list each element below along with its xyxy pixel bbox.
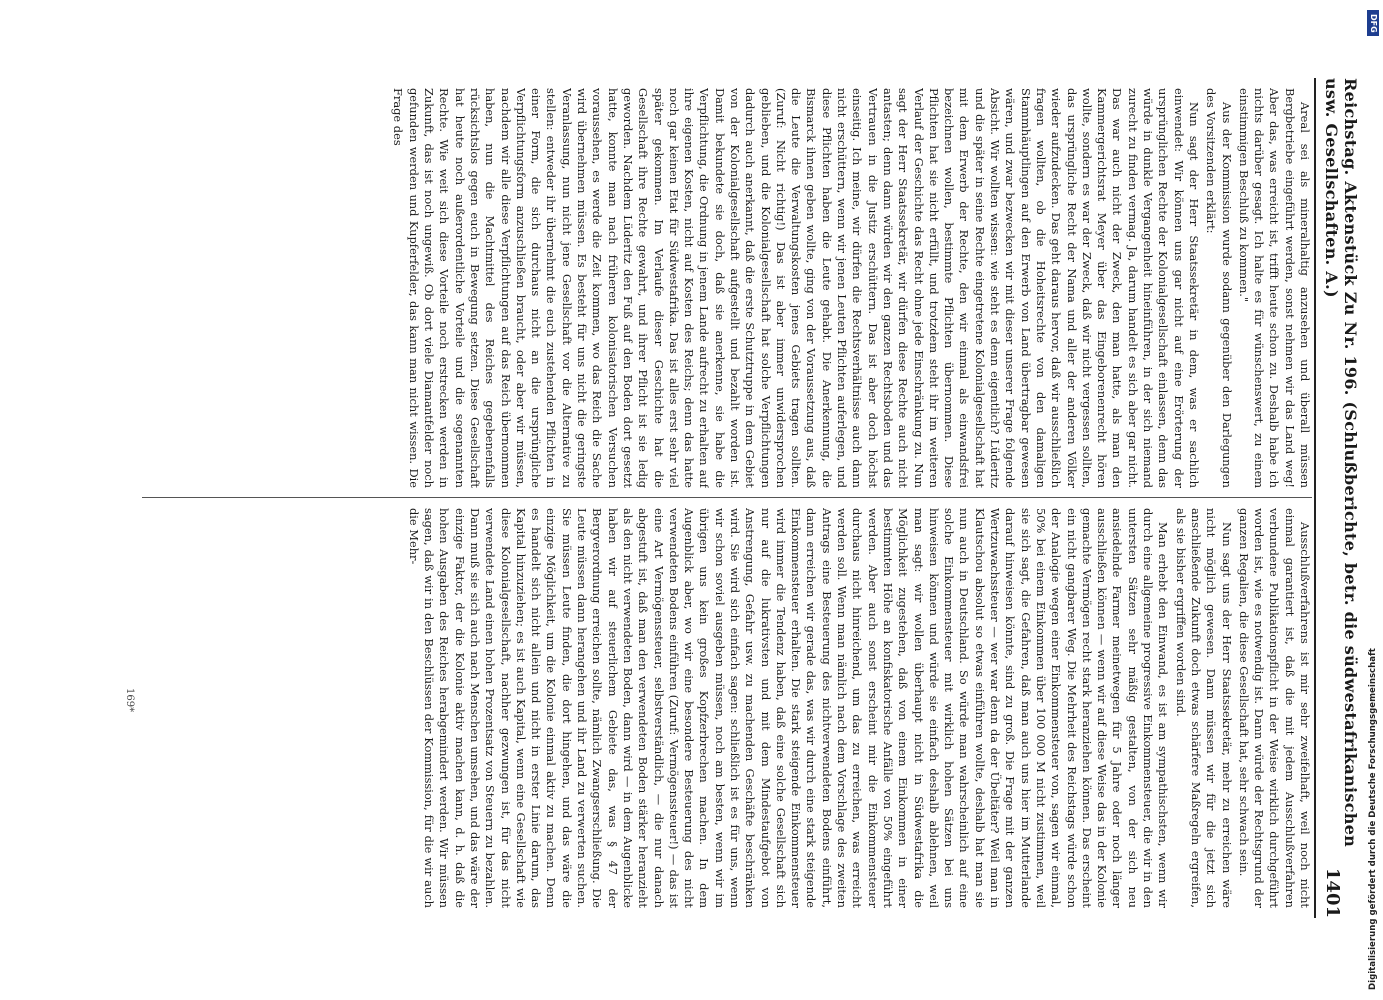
paragraph: Areal sei als mineralhaltig anzusehen und überall müssen Bergbetriebe eingeführt werden, sonst nehmen wir das Land weg! Aber das, was erreicht ist, trifft heute schon zu. Deshalb habe ich nichts darüber gesagt. Ich halte es für wünschenswert, zu einem einstimmigen Beschluß zu kommen." bbox=[1236, 88, 1312, 488]
header-page-number: 1401 bbox=[1322, 867, 1343, 918]
paragraph: Nun sagt der Herr Staatssekretär in dem, was er sachlich einwendet: Wir können uns gar nicht auf eine Erörterung der ursprünglichen Rechte der Kolonialgesellschaft einlassen, denn das würde in dunkle Vergangenheit hineinführen, in der sich niemand zurecht zu finden vermag. Ja, darum handelt es sich aber gar nicht. Das war auch nicht der Zweck, den man hatte, als man den Kammergerichtsrat Meyer über das Eingeborenenrecht hören wollte, sondern es war der Zweck, daß wir nicht vergessen sollten, das ursprüngliche Recht der Nama und aller der anderen Völker wieder aufzudecken. Das geht daraus hervor, daß wir ausschließlich fragen wollten, ob die Hoheitsrechte von den damaligen Stammhäuptlingen auf den Erwerb von Land übertragbar gewesen wären, und zwar bezwecken wir mit dieser unserer Frage folgende Absicht. Wir wollten wissen: wie steht es denn eigentlich? Lüderitz und die später in seine Rechte eingetretene Kolonialgesellschaft hat mit dem Erwerb der Rechte, den wir einmal als einwandsfrei bezeichnen wollen, bestimmte Pflichten übernommen. Diese Pflichten hat sie nicht erfüllt, und trotzdem steht ihr im weiteren Verlauf der Geschichte das Recht ohne jede Einschränkung zu. Nun sagt der Herr Staatssekretär, wir dürfen diese Rechte auch nicht antasten; denn dann würden wir den ganzen Rechtsboden und das Vertrauen in die Justiz erschüttern. Das ist aber doch höchst einseitig. Ich meine, wir dürfen die Rechtsverhältnisse auch dann nicht erschüttern, wenn wir jenen Leuten Pflichten auferlegen, und diese Pflichten haben die Leute gehabt. Die Anerkennung, die Bismarck ihnen geben wollte, ging von der Voraussetzung aus, daß die Leute die Verwaltungskosten jenes Gebiets tragen sollten. (Zuruf: Nicht richtig!) Das ist aber immer unwidersprochen geblieben, und die Kolonialgesellschaft hat solche Verpflichtungen dadurch auch anerkannt, daß die erste Schutztruppe in dem Gebiet von der Kolonialgesellschaft aufgestellt und bezahlt worden ist. Damit bekundete sie doch, daß sie anerkenne, sie habe die Verpflichtung, die Ordnung in jenem Lande aufrecht zu erhalten auf ihre eigenen Kosten, nicht auf Kosten des Reichs; denn das hatte noch gar keinen Etat für Südwestafrika. Das ist alles erst sehr viel später gekommen. Im Verlaufe dieser Geschichte hat die Gesellschaft ihre Rechte gewahrt, und ihrer Pflicht ist sie ledig geworden. Nachdem Lüderitz den Fuß auf den Boden dort gesetzt hatte, konnte man nach früheren kolonisatorischen Versuchen voraussehen, es werde die Zeit kommen, wo das Reich die Sache wird übernehmen müssen. Es besteht für uns nicht die geringste Veranlassung, nun nicht jene Gesellschaft vor die Alternative zu stellen: entweder ihr übernehmt die euch zustehenden Pflichten in einer Form, die sich durchaus nicht an die ursprüngliche Verpflichtungsform anzuschließen braucht, oder aber wir müssen, nachdem wir alle diese Verpflichtungen auf das Reich übernommen haben, nun die Machtmittel des Reiches gegebenenfalls rücksichtslos gegen euch in Bewegung setzen. Diese Gesellschaft hat heute noch außerordentliche Vorteile und die sogenannten Rechte. Wie weit sich diese Vorteile noch erstrecken werden in Zukunft, das ist noch ungewiß. Ob dort viele Diamantfelder noch gefunden werden und Kupferfelder, das kann man nicht wissen. Die Frage des bbox=[391, 88, 1201, 488]
dfg-logo: DFG bbox=[1367, 10, 1379, 36]
header-title: Reichstag. Aktenstück Zu Nr. 196. (Schlußberichte, betr. die südwestafrikanischen usw. Gesellschaften. A.) bbox=[1322, 78, 1360, 848]
paragraph: Ausschlußverfahrens ist mir sehr zweifelhaft, weil noch nicht einmal garantiert ist, daß die mit jedem Ausschlußverfahren verbundene Publikationspflicht in der Weise wirklich durchgeführt worden ist, wie es notwendig ist. Dann würde der Rechtsgrund der ganzen Regalien, die diese Gesellschaft hat, sehr schwach sein. bbox=[1236, 508, 1312, 908]
text-column-right bbox=[142, 508, 1312, 908]
page-header bbox=[1314, 78, 1360, 918]
column-divider bbox=[142, 497, 1312, 498]
text-column-left bbox=[142, 88, 1312, 488]
footer-page-number: 169* bbox=[124, 688, 135, 713]
digitization-credit: Digitalisierung gefördert durch die Deutsche Forschungsgemeinschaft bbox=[1368, 648, 1378, 990]
paragraph: Nun sagt uns der Herr Staatssekretär, mehr zu erreichen wäre nicht möglich gewesen. Dann müssen wir für die jetzt sich anschließende Zukunft doch etwas schärfere Maßregeln ergreifen, als sie bisher ergriffen worden sind. bbox=[1173, 508, 1234, 908]
page-inner bbox=[100, 48, 1360, 948]
paragraph: Man erhebt den Einwand, es ist am sympathischsten, wenn wir durch eine allgemeine progressive Einkommensteuer, die wir in den untersten Sätzen sehr mäßig gestalten, von der sich neu ansiedelnde Farmer meinetwegen für 5 Jahre oder noch länger ausschließen können — wenn wir auf diese Weise das in der Kolonie gemachte Vermögen recht stark heranziehen können. Das erscheint ein nicht gangbarer Weg. Die Mehrheit des Reichstags würde schon der Analogie wegen einer Einkommensteuer von, sagen wir einmal, 50% bei einem Einkommen über 100 000 M nicht zustimmen, weil sie sich sagt, die Gefahren, daß man auch uns hier im Mutterlande darauf hinweisen könnte, sind zu groß. Die Frage mit der ganzen Wertzuwachssteuer — wer war denn da der Übeltäter? Weil man in Klautschou absolut so etwas einführen wollte, deshalb hat man sie nun auch in Deutschland. So würde man wahrscheinlich auf eine solche Einkommensteuer mit wirklich hohen Sätzen bei uns hinweisen können und würde sie einfach deshalb ablehnen, weil man sagt: wir wollen überhaupt nicht in Südwestafrika die Möglichkeit zugestehen, daß von einem Einkommen in einer bestimmten Höhe an konfiskatorische Anfälle von 50% eingeführt werden. Aber auch sonst erscheint mir die Einkommensteuer durchaus nicht hinreichend, um das zu erreichen, was erreicht werden soll. Wenn man nämlich nach dem Vorschlage des zweiten Antrags eine Besteuerung des nichtverwendeten Bodens einführt, dann erreichen wir gerade das, was wir durch eine stark steigende Einkommensteuer erhalten. Die stark steigende Einkommensteuer wird immer die Tendenz haben, daß eine solche Gesellschaft sich nur auf die lukrativsten und mit dem Mindestaufgebot von Anstrengung, Gefahr usw. zu machenden Geschäfte beschränken wird. Sie wird sich einfach sagen: schließlich ist es für uns, wenn wir schon soviel ausgeben müssen, noch am besten, wenn wir im übrigen uns kein großes Kopfzerbrechen machen. In dem Augenblick aber, wo wir eine besondere Besteuerung des nicht verwendeten Bodens einführen (Zuruf: Vermögenssteuer!) — das ist eine Art Vermögenssteuer, selbstverständlich, — die nur danach abgestuft ist, daß man den verwendeten Boden stärker heranzieht als den nicht verwendeten Boden, dann wird — in dem Augenblicke haben wir auf steuerlichem Gebiete das, was § 47 der Bergverordnung erreichen sollte, nämlich Zwangserschließung. Die Leute müssen dann herangehen und ihr Land zu verwerten suchen. Sie müssen Leute finden, die dort hingehen, und das wäre die einzige Möglichkeit, um die Kolonie einmal aktiv zu machen. Denn es handelt sich nicht allein und nicht in erster Linie darum, das Kapital hinzuziehen; es ist auch Kapital, wenn eine Gesellschaft wie diese Kolonialgesellschaft, nachher gezwungen ist, für das nicht verwendete Land einen hohen Prozentsatz von Steuern zu bezahlen. Dann muß sie sich auch nach Menschen umsehen, und das wäre der einzige Faktor, der die Kolonie aktiv machen kann, d. h. daß die hohen Ausgaben des Reiches herabgemindert werden. Wir müssen sagen, daß wir in den Beschlüssen der Kommission, für die wir auch die Mehr- bbox=[406, 508, 1171, 908]
paragraph: Aus der Kommission wurde sodann gegenüber den Darlegungen des Vorsitzenden erklärt: bbox=[1204, 88, 1234, 488]
rotated-page-content bbox=[100, 48, 1360, 948]
